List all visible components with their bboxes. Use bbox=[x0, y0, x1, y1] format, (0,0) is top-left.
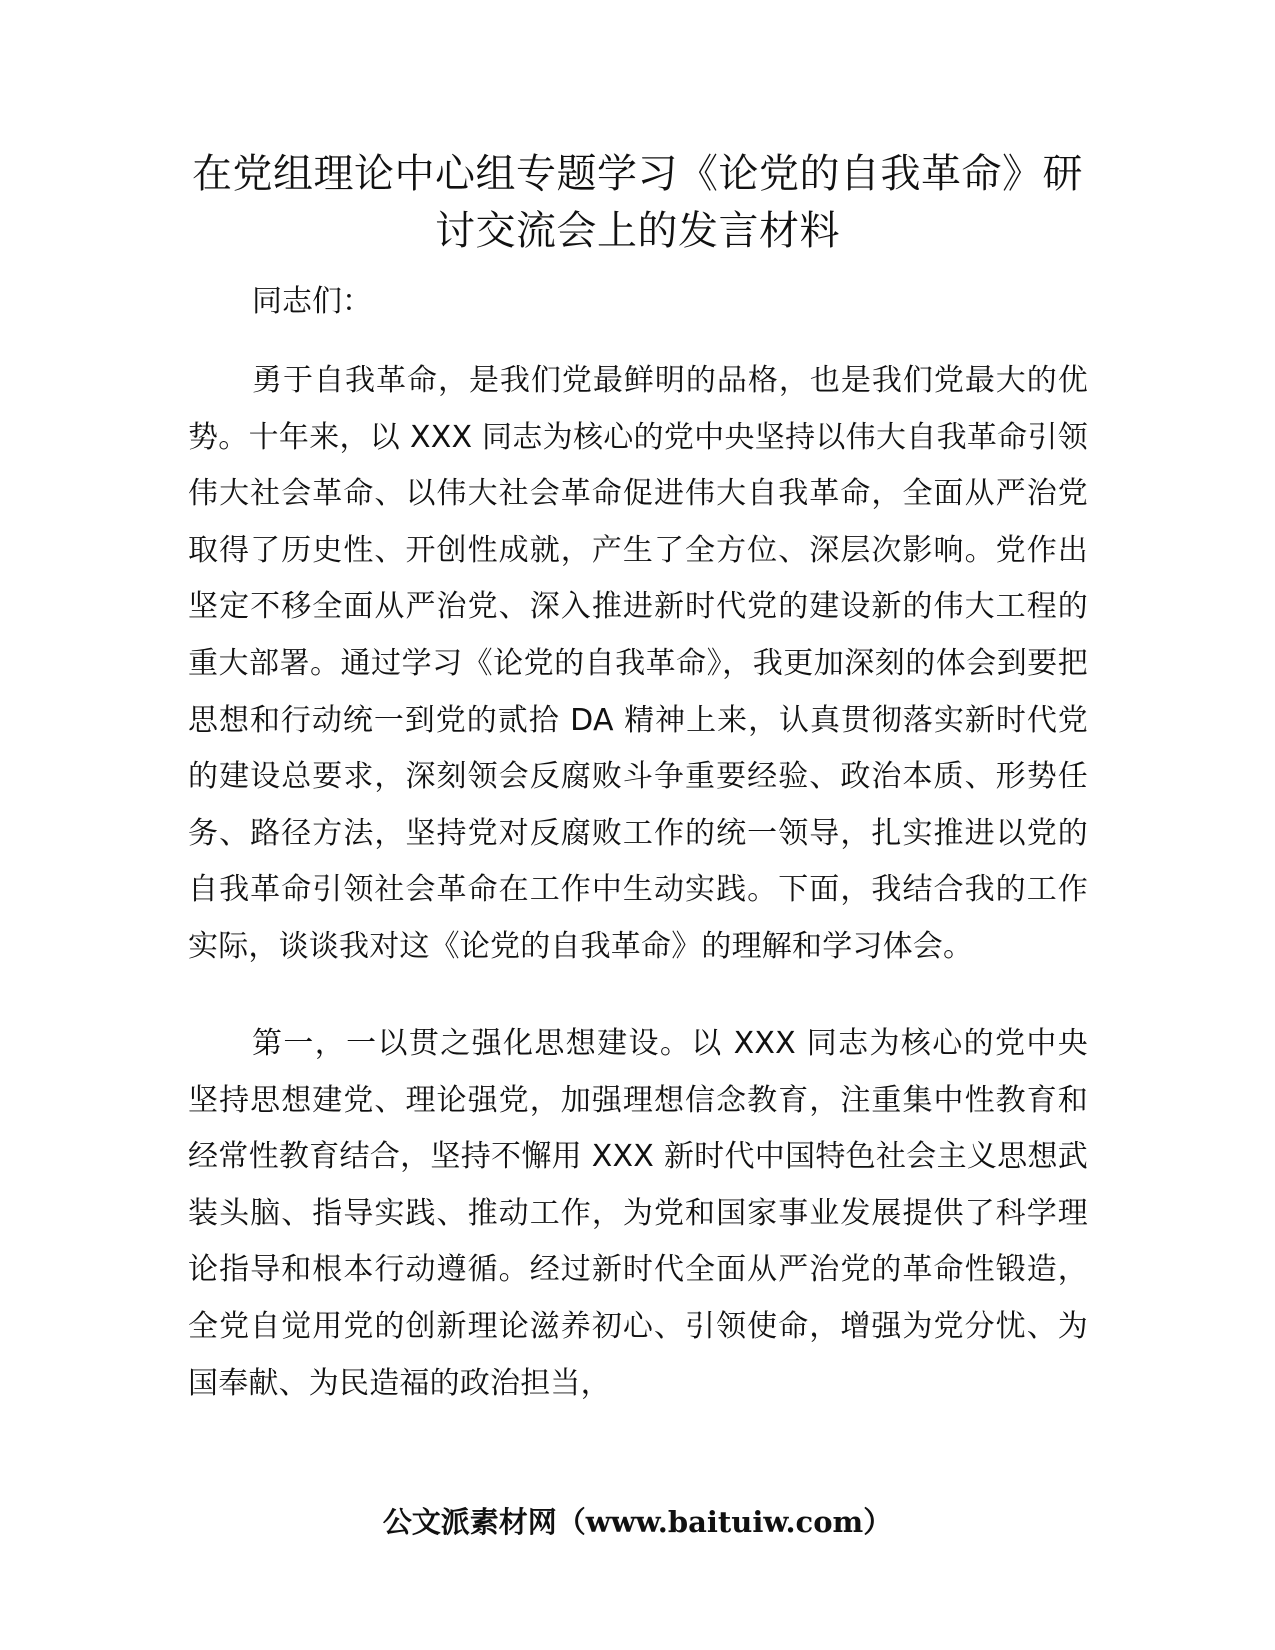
salutation: 同志们： bbox=[252, 284, 372, 319]
body-paragraph-1: 勇于自我革命，是我们党最鲜明的品格，也是我们党最大的优势。十年来，以 XXX 同志为核心的党中央坚持以伟大自我革命引领伟大社会革命、以伟大社会革命促进伟大自我革命，全面从严治党取得了历史性、开创性成就，产生了全方位、深层次影响。党作出坚定不移全面从严治党、深入推进新时代党的建设新的伟大工程的重大部署。通过学习《论党的自我革命》，我更加深刻的体会到要把思想和行动统一到党的贰拾 DA 精神上来，认真贯彻落实新时代党的建设总要求，深刻领会反腐败斗争重要经验、政治本质、形势任务、路径方法，坚持党对反腐败工作的统一领导，扎实推进以党的自我革命引领社会革命在工作中生动实践。下面，我结合我的工作实际，谈谈我对这《论党的自我革命》的理解和学习体会。 bbox=[188, 363, 1088, 964]
footer-watermark: 公文派素材网（www.baituiw.com） bbox=[382, 1505, 893, 1539]
document-title: 在党组理论中心组专题学习《论党的自我革命》研讨交流会上的发言材料 bbox=[192, 151, 1083, 254]
body-paragraph-2: 第一，一以贯之强化思想建设。以 XXX 同志为核心的党中央坚持思想建党、理论强党，加强理想信念教育，注重集中性教育和经常性教育结合，坚持不懈用 XXX 新时代中国特色社会主义思想武装头脑、指导实践、推动工作，为党和国家事业发展提供了科学理论指导和根本行动遵循。经过新时代全面从严治党的革命性锻造，全党自觉用党的创新理论滋养初心、引领使命，增强为党分忧、为国奉献、为民造福的政治担当， bbox=[188, 1026, 1088, 1401]
